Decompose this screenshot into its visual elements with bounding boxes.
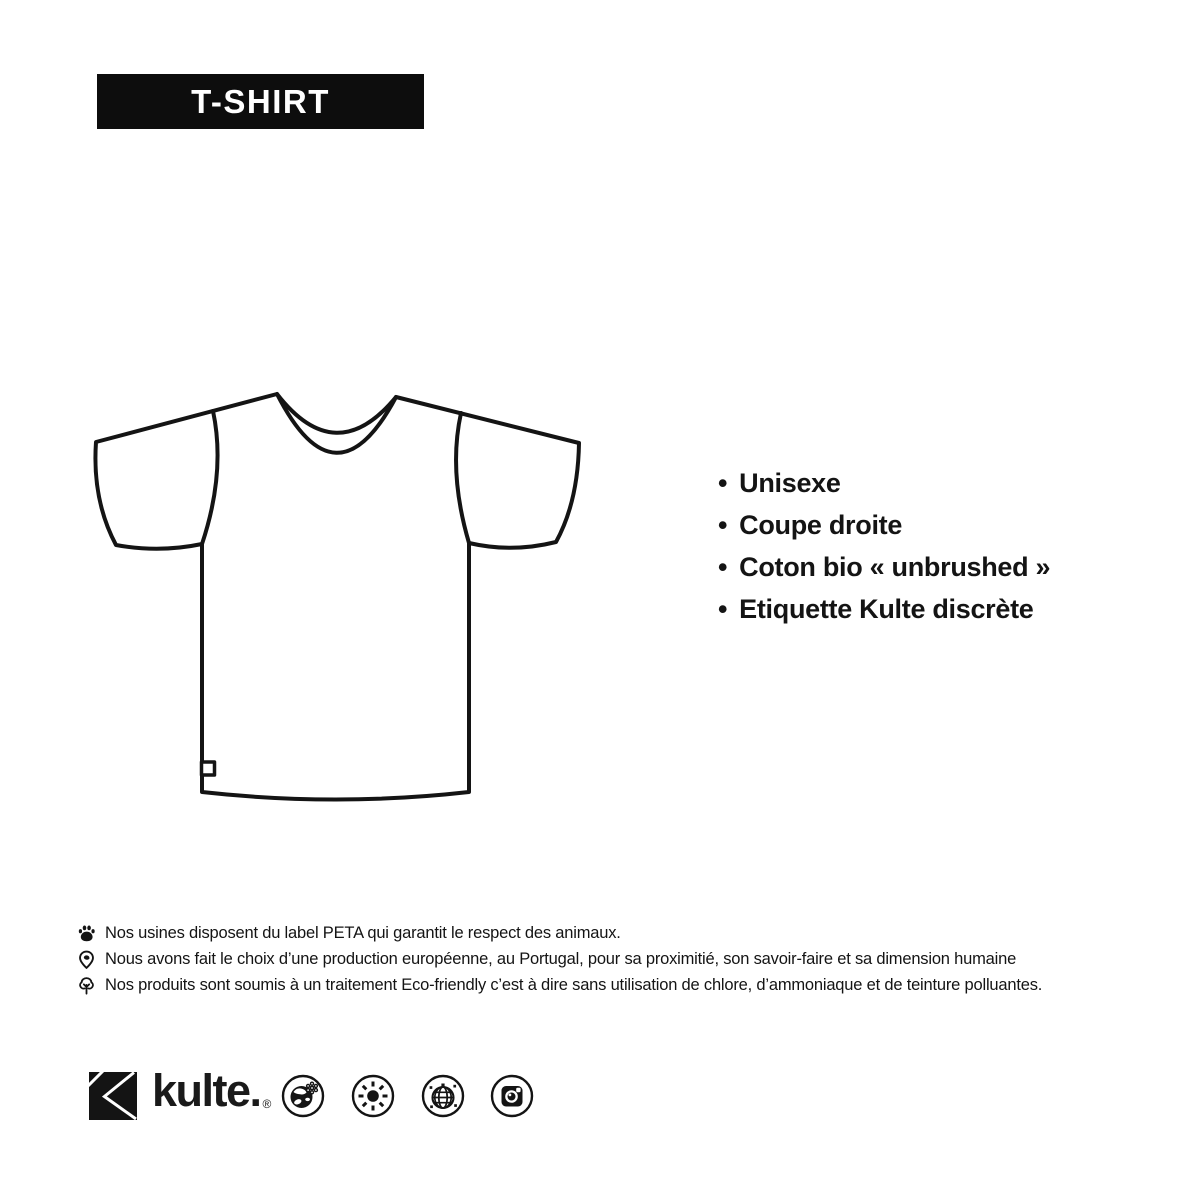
brand-name: kulte. <box>152 1065 261 1116</box>
bullet-icon: • <box>718 552 728 582</box>
feature-label: Unisexe <box>739 468 841 498</box>
paw-icon <box>77 924 96 943</box>
kulte-k-logo-icon <box>89 1072 137 1120</box>
note-row <box>77 972 1127 998</box>
feature-list <box>718 462 1138 630</box>
bullet-icon: • <box>718 510 728 540</box>
disco-ball-icon <box>421 1074 465 1118</box>
list-item <box>718 504 1138 546</box>
page-title-label: T-SHIRT <box>191 82 330 120</box>
earth-flower-icon <box>281 1074 325 1118</box>
list-item <box>718 462 1138 504</box>
footnotes <box>77 920 1127 998</box>
note-text: Nous avons fait le choix d’une production européenne, au Portugal, pour sa proximitié, son savoir-faire et sa dimension humaine <box>105 949 1017 968</box>
feature-label: Coton bio « unbrushed » <box>739 552 1051 582</box>
feature-label: Coupe droite <box>739 510 903 540</box>
camera-icon <box>490 1074 534 1118</box>
brand-wordmark <box>152 1065 271 1117</box>
list-item <box>718 546 1138 588</box>
bullet-icon: • <box>718 594 728 624</box>
bullet-icon: • <box>718 468 728 498</box>
page-title <box>97 74 424 129</box>
sun-icon <box>351 1074 395 1118</box>
brand-footer <box>89 1065 1089 1122</box>
location-pin-icon <box>77 950 96 969</box>
registered-mark: ® <box>262 1097 272 1111</box>
tree-icon <box>77 976 96 995</box>
note-text: Nos produits sont soumis à un traitement Eco-friendly c’est à dire sans utilisation de chlore, d’ammoniaque et de teinture polluantes. <box>105 975 1043 994</box>
tshirt-drawing <box>85 383 595 815</box>
note-row <box>77 946 1127 972</box>
list-item <box>718 588 1138 630</box>
feature-label: Etiquette Kulte discrète <box>739 594 1034 624</box>
note-text: Nos usines disposent du label PETA qui garantit le respect des animaux. <box>105 923 621 942</box>
note-row <box>77 920 1127 946</box>
tshirt-outline-icon <box>85 383 595 815</box>
